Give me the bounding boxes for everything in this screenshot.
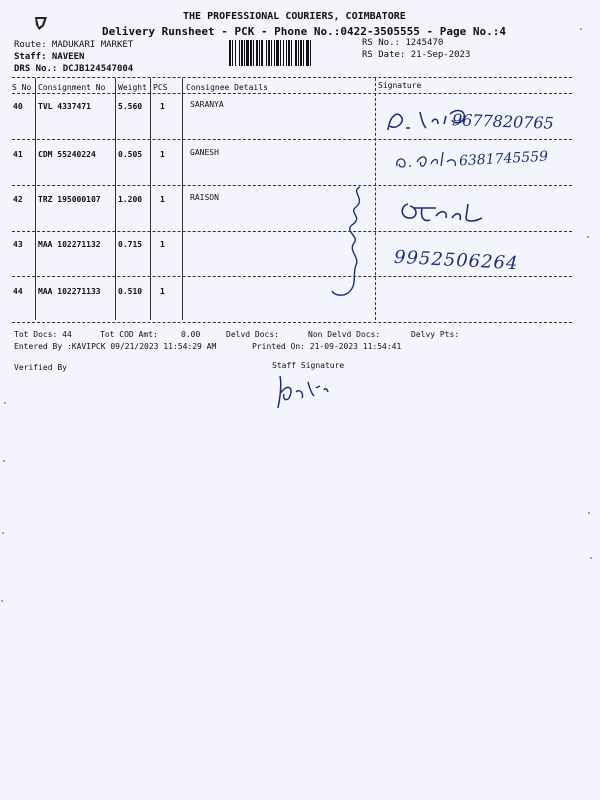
- scan-speck: [580, 28, 582, 30]
- company-name: THE PROFESSIONAL COURIERS, COIMBATORE: [183, 11, 406, 22]
- scan-speck: [1, 600, 3, 602]
- scan-speck: [3, 460, 5, 462]
- barcode-bar: [253, 40, 254, 66]
- barcode-bar: [303, 40, 304, 66]
- signature-scribble: [396, 196, 506, 232]
- delivery-points: Delvy Pts:: [411, 330, 460, 339]
- barcode-bar: [276, 40, 279, 66]
- row-consignee: GANESH: [190, 148, 219, 157]
- printed-on: Printed On: 21-09-2023 11:54:41: [252, 342, 402, 351]
- non-delivered-docs: Non Delvd Docs:: [308, 330, 381, 339]
- row-weight: 1.200: [118, 195, 143, 204]
- barcode-bar: [283, 40, 284, 66]
- rs-number: RS No.: 1245470: [362, 38, 444, 48]
- row-sno: 41: [13, 150, 23, 159]
- signature-scribble: [393, 148, 463, 172]
- row-sno: 42: [13, 195, 23, 204]
- scan-speck: [4, 402, 6, 404]
- row-weight: 0.505: [118, 150, 143, 159]
- staff-signature-label: Staff Signature: [272, 361, 345, 370]
- scan-speck: [2, 532, 4, 534]
- header-consignee: Consignee Details: [186, 83, 268, 92]
- barcode-bar: [306, 40, 309, 66]
- row-sno: 40: [13, 102, 23, 111]
- barcode-bar: [271, 40, 272, 66]
- header-weight: Weight: [118, 83, 147, 92]
- row-consignment: MAA 102271132: [38, 240, 101, 249]
- signature-phone: 9952506264: [393, 246, 519, 275]
- row-pcs: 1: [160, 102, 165, 111]
- total-docs: Tot Docs: 44: [14, 330, 72, 339]
- barcode-bar: [239, 40, 240, 66]
- row-consignment: TVL 4337471: [38, 102, 91, 111]
- row-weight: 5.560: [118, 102, 143, 111]
- entered-by: Entered By :KAVIPCK 09/21/2023 11:54:29 AM: [14, 342, 217, 351]
- barcode-bar: [300, 40, 302, 66]
- col-divider: [35, 78, 36, 320]
- row-pcs: 1: [160, 287, 165, 296]
- barcode-bar: [298, 40, 299, 66]
- barcode-bar: [259, 40, 260, 66]
- scan-speck: [590, 557, 592, 559]
- barcode-bar: [291, 40, 292, 66]
- col-divider: [150, 78, 151, 320]
- table-top-rule: [12, 77, 572, 78]
- staff-label: Staff: NAVEEN: [14, 52, 85, 62]
- route-label: Route: MADUKARI MARKET: [14, 40, 134, 50]
- barcode-bar: [286, 40, 287, 66]
- barcode-bar: [274, 40, 275, 66]
- row-sno: 44: [13, 287, 23, 296]
- col-divider: [115, 78, 116, 320]
- row-pcs: 1: [160, 195, 165, 204]
- staff-signature-scribble: [270, 372, 340, 412]
- row-pcs: 1: [160, 240, 165, 249]
- header-consignment: Consignment No: [38, 83, 106, 92]
- col-divider: [182, 78, 183, 320]
- scan-speck: [588, 512, 590, 514]
- barcode-bar: [295, 40, 297, 66]
- barcode-bar: [229, 40, 231, 66]
- barcode-bar: [256, 40, 258, 66]
- page-title: Delivery Runsheet - PCK - Phone No.:0422-3505555 - Page No.:4: [102, 25, 506, 38]
- table-header-rule: [12, 93, 572, 94]
- barcode-bar: [266, 40, 267, 66]
- barcode-bar: [250, 40, 252, 66]
- barcode: [229, 40, 357, 66]
- row-sno: 43: [13, 240, 23, 249]
- header-signature: Signature: [378, 81, 422, 90]
- drs-number: DRS No.: DCJB124547004: [14, 64, 134, 74]
- row-consignment: CDM 55240224: [38, 150, 96, 159]
- row-rule: [12, 185, 572, 186]
- row-weight: 0.715: [118, 240, 143, 249]
- barcode-bar: [235, 40, 236, 66]
- scan-speck: [587, 236, 589, 238]
- row-pcs: 1: [160, 150, 165, 159]
- bracket-scribble: [330, 185, 380, 300]
- verified-by: Verified By: [14, 363, 67, 372]
- barcode-bar: [241, 40, 243, 66]
- logo-icon: [32, 14, 50, 32]
- row-weight: 0.510: [118, 287, 143, 296]
- barcode-bar: [280, 40, 281, 66]
- row-consignee: SARANYA: [190, 100, 224, 109]
- barcode-bar: [232, 40, 233, 66]
- barcode-bar: [261, 40, 263, 66]
- signature-phone: 9677820765: [451, 110, 555, 133]
- barcode-bar: [310, 40, 311, 66]
- row-consignment: MAA 102271133: [38, 287, 101, 296]
- row-consignee: RAISON: [190, 193, 219, 202]
- barcode-bar: [246, 40, 249, 66]
- rs-date: RS Date: 21-Sep-2023: [362, 50, 471, 60]
- total-cod-value: 0.00: [181, 330, 201, 339]
- table-bottom-rule: [12, 322, 572, 323]
- signature-phone: 6381745559: [458, 148, 549, 170]
- header-sno: S No: [12, 83, 32, 92]
- barcode-bar: [244, 40, 245, 66]
- header-pcs: PCS: [153, 83, 168, 92]
- row-rule: [12, 276, 572, 277]
- barcode-bar: [288, 40, 290, 66]
- delivered-docs: Delvd Docs:: [226, 330, 279, 339]
- total-cod-label: Tot COD Amt:: [100, 330, 158, 339]
- barcode-bar: [268, 40, 270, 66]
- row-consignment: TRZ 195000107: [38, 195, 101, 204]
